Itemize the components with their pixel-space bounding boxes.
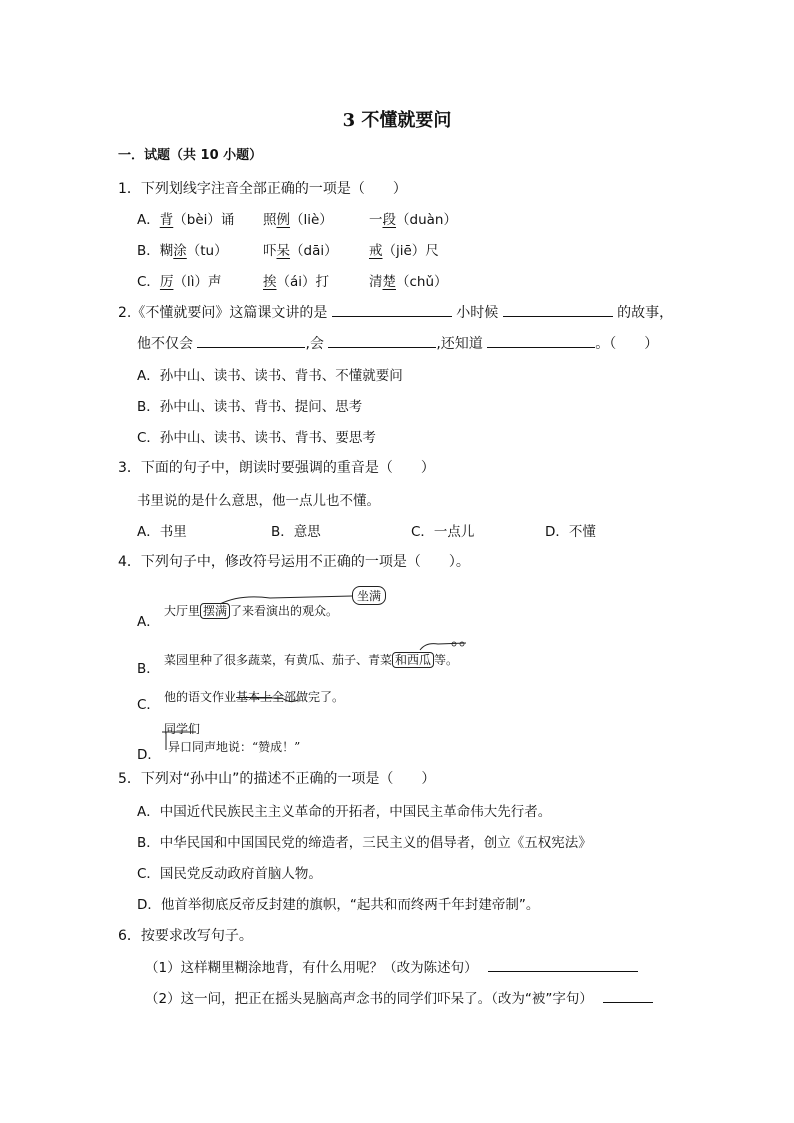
q4-option-b-label: B． [137, 661, 160, 677]
q2-option-b: B．孙中山、读书、背书、提问、思考 [137, 399, 363, 415]
q4-option-a-text: 大厅里 摆满 了来看演出的观众。 [164, 604, 339, 618]
q1-option-a-word3: 一段（duàn） [369, 212, 457, 228]
question-2-line1: 2.《不懂就要问》这篇课文讲的是 小时候 的故事， [118, 302, 673, 322]
replace-mark-line [200, 590, 360, 610]
q2-option-a: A．孙中山、读书、读书、背书、不懂就要问 [137, 368, 403, 384]
q5-option-a: A．中国近代民族民主主义革命的开拓者，中国民主革命伟大先行者。 [137, 804, 552, 820]
circled-word: 摆满 [200, 603, 230, 619]
q1-option-b: B．糊涂（tu） [137, 243, 228, 259]
insert-mark [160, 730, 200, 754]
answer-blank[interactable] [487, 333, 595, 348]
q5-option-c: C．国民党反动政府首脑人物。 [137, 866, 322, 882]
q5-option-b: B．中华民国和中国国民党的缔造者，三民主义的倡导者，创立《五权宪法》 [137, 835, 592, 851]
q1-option-c-word3: 清楚（chǔ） [369, 274, 448, 290]
q1-option-c: C．厉（lì）声 [137, 274, 222, 290]
q3-option-c: C．一点儿 [411, 524, 475, 540]
q1-option-c-word2: 挨（ái）打 [263, 274, 330, 290]
circled-word: 和西瓜 [392, 652, 434, 668]
inserted-word: 同学们 [164, 722, 201, 736]
answer-blank[interactable] [197, 333, 305, 348]
q4-option-d-label: D． [137, 747, 161, 763]
move-mark-line [418, 640, 478, 654]
struck-word: 基本上 [236, 690, 273, 704]
answer-blank[interactable] [603, 988, 653, 1003]
q1-option-a-word2: 照例（liè） [263, 212, 333, 228]
q3-sentence: 书里说的是什么意思，他一点儿也不懂。 [137, 493, 380, 509]
q4-option-c-label: C． [137, 697, 160, 713]
section-heading: 一．试题（共 10 小题） [118, 148, 263, 163]
answer-blank[interactable] [488, 957, 638, 972]
q1-option-b-word2: 吓呆（dāi） [263, 243, 338, 259]
question-1-stem: 1．下列划线字注音全部正确的一项是（ ） [118, 181, 407, 197]
q2-option-c: C．孙中山、读书、读书、背书、要思考 [137, 430, 376, 446]
question-3-stem: 3．下面的句子中，朗读时要强调的重音是（ ） [118, 460, 435, 476]
page-title: 3 不懂就要问 [342, 110, 452, 131]
q3-option-b: B．意思 [271, 524, 321, 540]
answer-blank[interactable] [503, 302, 613, 317]
q4-option-b-text: 菜园里种了很多蔬菜，有黄瓜、茄子、青菜 和西瓜 等。 [164, 653, 459, 667]
question-5-stem: 5．下列对“孙中山”的描述不正确的一项是（ ） [118, 771, 436, 787]
question-4-stem: 4．下列句子中，修改符号运用不正确的一项是（ ）。 [118, 554, 470, 570]
q1-option-a: A．背（bèi）诵 [137, 212, 235, 228]
q4-option-d-text: 异口同声地说：“赞成！” [168, 740, 301, 754]
q5-option-d: D．他首举彻底反帝反封建的旗帜，“起共和而终两千年封建帝制”。 [137, 897, 540, 913]
answer-blank[interactable] [328, 333, 436, 348]
delete-mark [250, 690, 360, 706]
q4-option-a-label: A． [137, 614, 160, 630]
q1-option-b-word3: 戒（jiē）尺 [369, 243, 439, 259]
answer-blank[interactable] [332, 302, 452, 317]
replacement-word: 坐满 [352, 586, 386, 605]
question-2-line2: 他不仅会 ,会 ,还知道 。（ ） [137, 333, 658, 353]
q3-option-d: D．不懂 [545, 524, 596, 540]
q6-sentence-2: （2）这一问，把正在摇头晃脑高声念书的同学们吓呆了。（改为“被”字句） [145, 987, 653, 1007]
q3-option-a: A．书里 [137, 524, 187, 540]
question-6-stem: 6．按要求改写句子。 [118, 928, 253, 944]
q4-option-c-text: 他的语文作业基本上全部做完了。 [164, 690, 345, 704]
q6-sentence-1: （1）这样糊里糊涂地背，有什么用呢？（改为陈述句） [145, 956, 638, 976]
